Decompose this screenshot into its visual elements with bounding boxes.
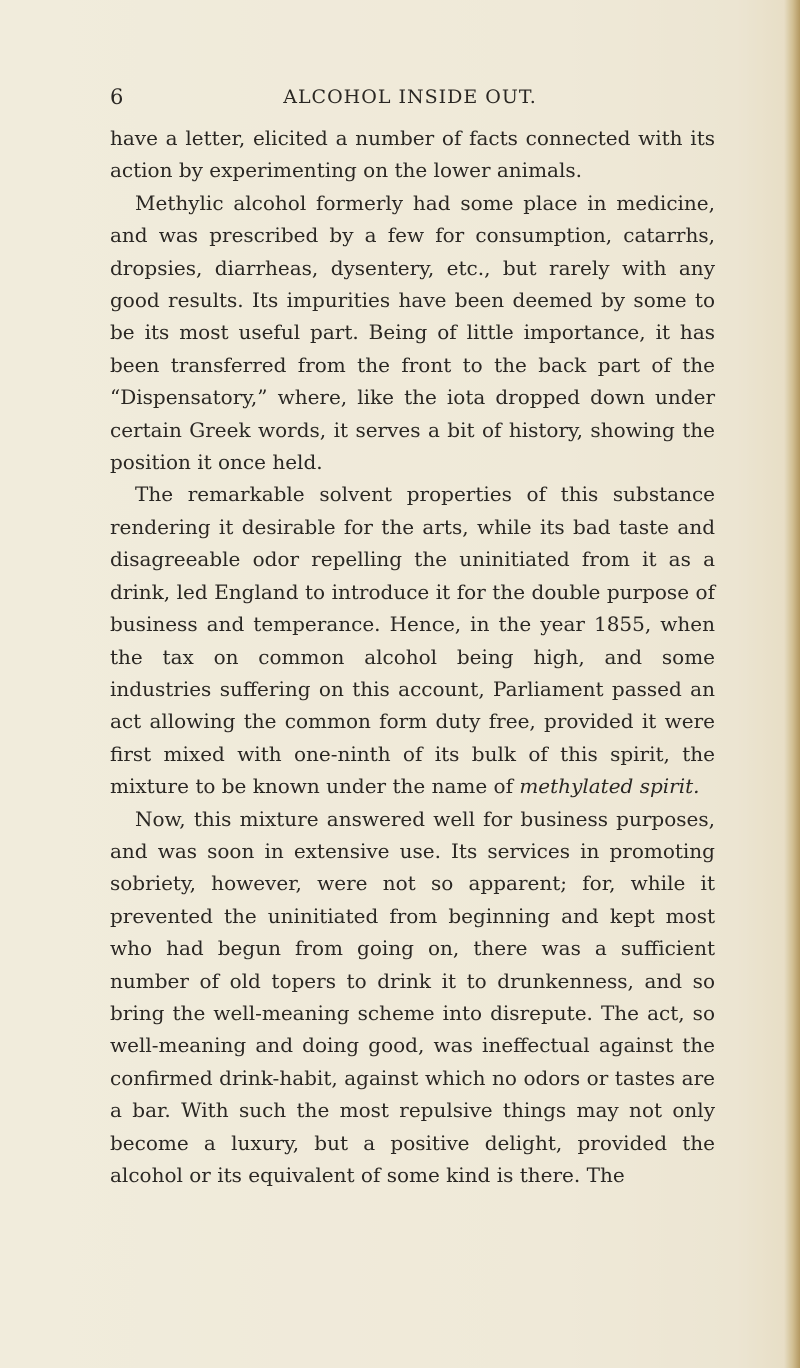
body-text [110, 122, 715, 1191]
paragraph-mixture-use: Now, this mixture answered well for business purposes, and was soon in extensive use. Its services in promoting sobriety, however, were not so apparent; for, while it prevented the uninitiated from beginning and kept most who had begun from going on, there was a sufficient number of old topers to drink it to drunkenness, and so bring the well-meaning scheme into disrepute. The act, so well-meaning and doing good, was ineffectual against the confirmed drink-habit, against which no odors or tastes are a bar. With such the most repulsive things may not only become a luxury, but a positive delight, provided the alcohol or its equivalent of some kind is there. The [110, 806, 715, 1187]
running-title: ALCOHOL INSIDE OUT. [283, 86, 537, 108]
page-header [110, 80, 710, 114]
paragraph-continued: have a letter, elicited a number of facts connected with its action by experimenting on the lower animals. [110, 126, 715, 183]
paragraph-methylic-alcohol: Methylic alcohol formerly had some place in medicine, and was prescribed by a few for consumption, catarrhs, dropsies, diarrheas, dysentery, etc., but rarely with any good results. Its impurities have been deemed by some to be its most useful part. Being of little importance, it has been transferred from the front to the back part of the “Dispensatory,” where, like the iota dropped down under certain Greek words, it serves a bit of history, showing the position it once held. [110, 190, 715, 475]
paragraph-solvent-text: The remarkable solvent properties of this substance rendering it desirable for the arts, while its bad taste and disagreeable odor repelling the uninitiated from it as a drink, led England to introduce it for the double purpose of business and temperance. Hence, in the year 1855, when the tax on common alcohol being high, and some industries suffering on this account, Parliament passed an act allowing the common form duty free, provided it were first mixed with one-ninth of its bulk of this spirit, the mixture to be known under the name of [110, 482, 715, 799]
paragraph-solvent-properties [110, 478, 715, 802]
page-edge-shadow [784, 0, 800, 1368]
methylated-spirit-term: methylated spirit. [519, 774, 700, 799]
page-number: 6 [110, 85, 124, 109]
